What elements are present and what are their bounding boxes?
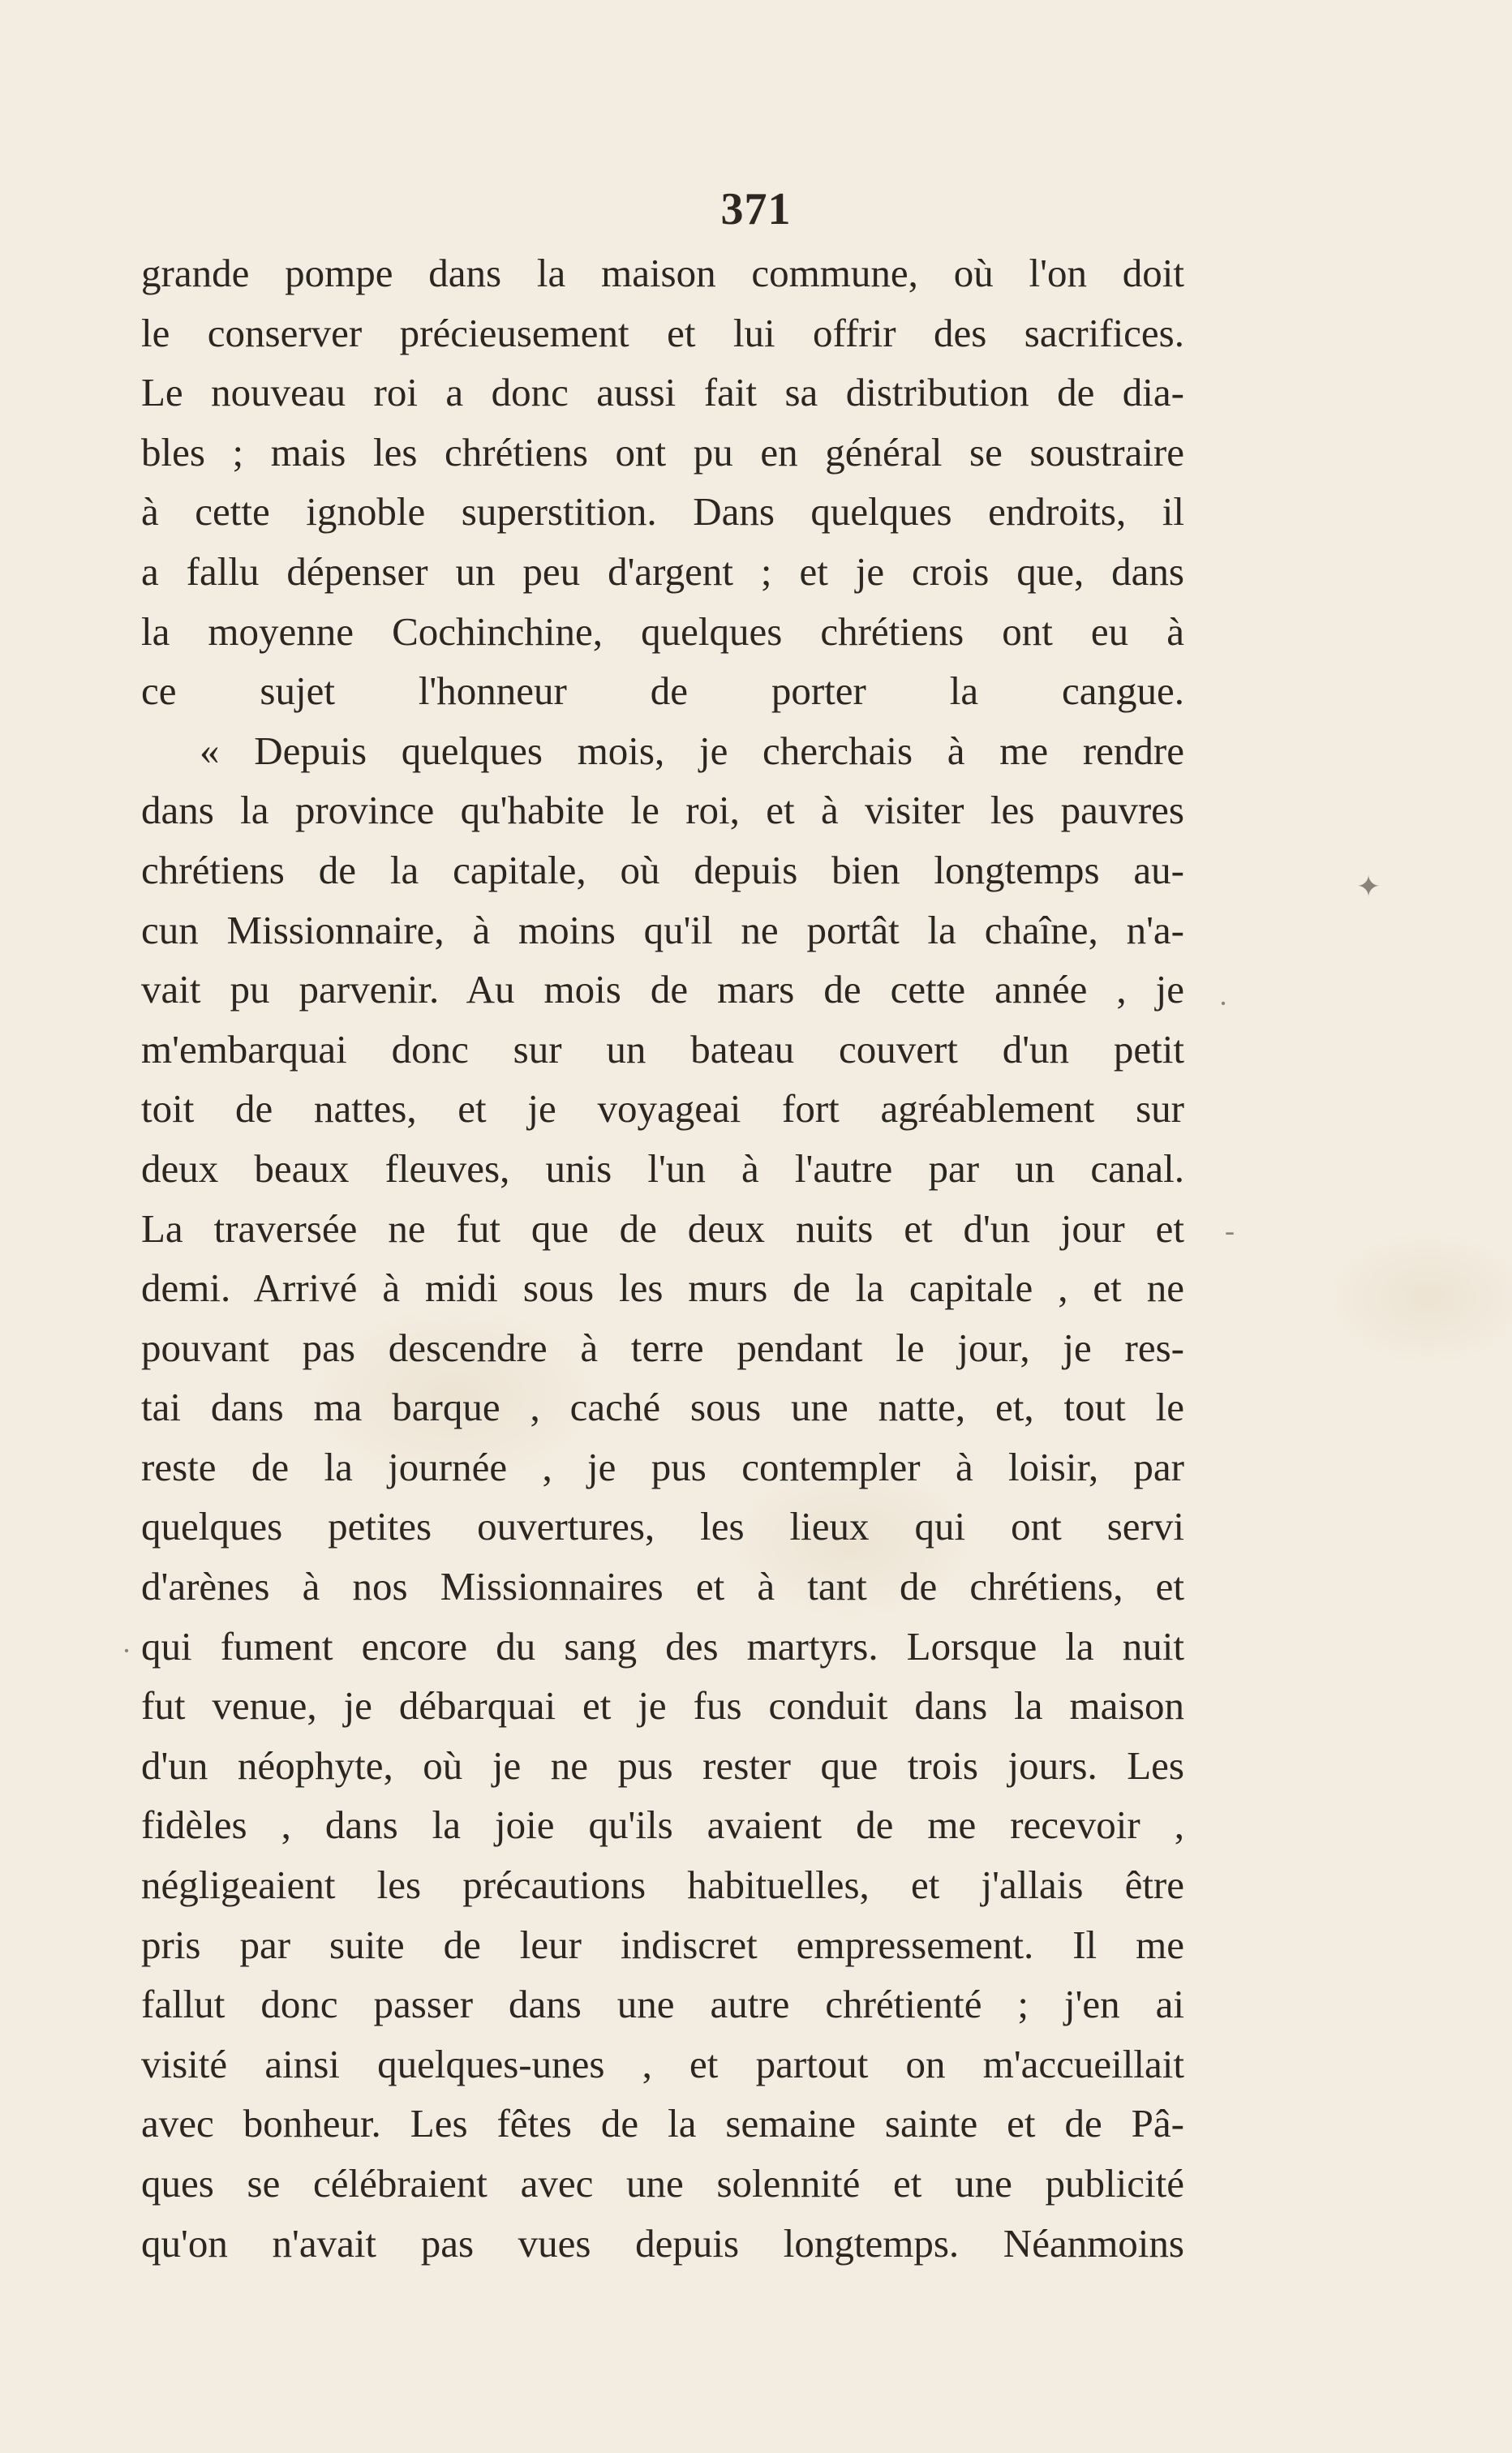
text-line: bles ; mais les chrétiens ont pu en général se soustraire (141, 429, 1184, 475)
text-line: toit de nattes, et je voyageai fort agréablement sur (141, 1086, 1184, 1132)
text-line: qui fument encore du sang des martyrs. Lorsque la nuit (141, 1623, 1184, 1669)
text-line: d'un néophyte, où je ne pus rester que trois jours. Les (141, 1742, 1184, 1788)
body-text (141, 243, 1184, 2273)
margin-mark: · (1218, 987, 1228, 1020)
text-line: qu'on n'avait pas vues depuis longtemps. Néanmoins (141, 2220, 1184, 2266)
text-line: La traversée ne fut que de deux nuits et d'un jour et (141, 1205, 1184, 1251)
text-line: avec bonheur. Les fêtes de la semaine sainte et de Pâ- (141, 2101, 1184, 2146)
text-line: ques se célébraient avec une solennité et une publicité (141, 2161, 1184, 2206)
text-line: d'arènes à nos Missionnaires et à tant de chrétiens, et (141, 1564, 1184, 1609)
text-line: cun Missionnaire, à moins qu'il ne portât la chaîne, n'a- (141, 907, 1184, 952)
text-line: chrétiens de la capitale, où depuis bien longtemps au- (141, 847, 1184, 892)
text-line: grande pompe dans la maison commune, où l'on doit (141, 251, 1184, 295)
text-line: fidèles , dans la joie qu'ils avaient de me recevoir , (141, 1802, 1184, 1848)
text-line: demi. Arrivé à midi sous les murs de la capitale , et ne (141, 1265, 1184, 1311)
text-line: pouvant pas descendre à terre pendant le jour, je res- (141, 1325, 1184, 1370)
text-line: à cette ignoble superstition. Dans quelques endroits, il (141, 489, 1184, 535)
text-line: pris par suite de leur indiscret empressement. Il me (141, 1922, 1184, 1967)
text-line: dans la province qu'habite le roi, et à visiter les pauvres (141, 788, 1184, 833)
text-line: a fallu dépenser un peu d'argent ; et je crois que, dans (141, 548, 1184, 594)
text-line: la moyenne Cochinchine, quelques chrétiens ont eu à (141, 608, 1184, 654)
text-line: fallut donc passer dans une autre chrétienté ; j'en ai (141, 1982, 1184, 2027)
margin-mark: ✦ (1356, 870, 1381, 903)
text-line: Le nouveau roi a donc aussi fait sa distribution de dia- (141, 370, 1184, 415)
text-line: reste de la journée , je pus contempler à loisir, par (141, 1444, 1184, 1489)
text-line: m'embarquai donc sur un bateau couvert d'un petit (141, 1026, 1184, 1072)
text-line: fut venue, je débarquai et je fus conduit dans la maison (141, 1683, 1184, 1729)
text-line: le conserver précieusement et lui offrir des sacrifices. (141, 310, 1184, 355)
text-line: visité ainsi quelques-unes , et partout on m'accueillait (141, 2041, 1184, 2086)
text-line: ce sujet l'honneur de porter la cangue. (141, 668, 1184, 714)
page-number: 371 (720, 184, 792, 234)
margin-mark: - (1225, 1214, 1235, 1247)
text-line: deux beaux fleuves, unis l'un à l'autre par un canal. (141, 1145, 1184, 1191)
text-line: tai dans ma barque , caché sous une natte, et, tout le (141, 1385, 1184, 1430)
text-line: quelques petites ouvertures, les lieux qui ont servi (141, 1504, 1184, 1549)
text-line: vait pu parvenir. Au mois de mars de cette année , je (141, 967, 1184, 1012)
text-line: négligeaient les précautions habituelles, et j'allais être (141, 1862, 1184, 1908)
text-line: « Depuis quelques mois, je cherchais à me rendre (200, 728, 1184, 773)
margin-mark: · (122, 1635, 131, 1667)
